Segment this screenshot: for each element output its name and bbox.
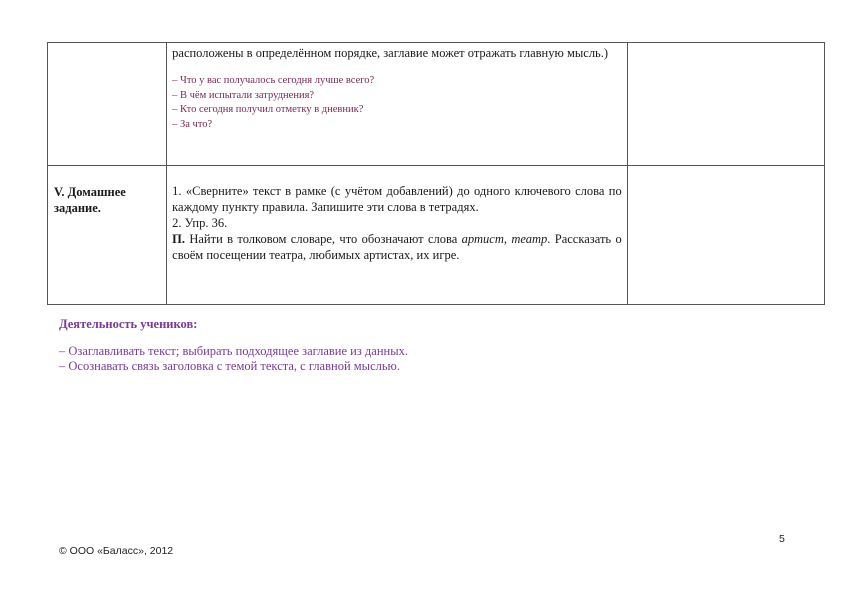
homework-task: 2. Упр. 36. bbox=[172, 216, 228, 230]
activity-item: – Осознавать связь заголовка с темой текста, с главной мыслью. bbox=[59, 359, 401, 373]
section-title: V. Домашнее bbox=[54, 185, 126, 199]
table-row bbox=[48, 166, 825, 305]
lesson-plan-table bbox=[47, 42, 825, 305]
homework-task bbox=[172, 231, 622, 263]
task-marker: П. bbox=[172, 232, 185, 246]
stage-cell bbox=[48, 166, 167, 305]
reflection-questions bbox=[172, 74, 622, 132]
question-item: – За что? bbox=[172, 118, 213, 130]
notes-cell bbox=[627, 166, 824, 305]
task-text: , bbox=[503, 232, 512, 246]
notes-cell bbox=[627, 43, 824, 166]
activity-item: – Озаглавливать текст; выбирать подходящее заглавие из данных. bbox=[59, 344, 408, 358]
student-activity bbox=[59, 316, 759, 374]
term-word: артист bbox=[461, 232, 504, 246]
page-number: 5 bbox=[779, 533, 785, 545]
task-text: Найти в толковом словаре, что обозначают слова bbox=[185, 232, 462, 246]
question-item: – Что у вас получалось сегодня лучше всего? bbox=[172, 75, 375, 86]
table-row bbox=[48, 43, 825, 166]
term-word: театр bbox=[511, 232, 548, 246]
activity-heading: Деятельность учеников: bbox=[59, 317, 198, 331]
question-item: – Кто сегодня получил отметку в дневник? bbox=[172, 104, 364, 115]
stage-cell bbox=[48, 43, 167, 166]
section-title: задание. bbox=[54, 201, 101, 215]
content-cell bbox=[167, 43, 628, 166]
question-item: – В чём испытали затруднения? bbox=[172, 89, 315, 101]
homework-cell bbox=[167, 166, 628, 305]
homework-task: 1. «Сверните» текст в рамке (с учётом добавлений) до одного ключевого слова по каждому пункту правила. Запишите эти слова в тетрадях. bbox=[172, 184, 622, 214]
copyright-notice: © ООО «Баласс», 2012 bbox=[59, 545, 174, 557]
content-paragraph: расположены в определённом порядке, заглавие может отражать главную мысль.) bbox=[172, 46, 609, 60]
task-text: . Рассказать о своём посещении театра, любимых артистах, их игре. bbox=[172, 232, 622, 262]
